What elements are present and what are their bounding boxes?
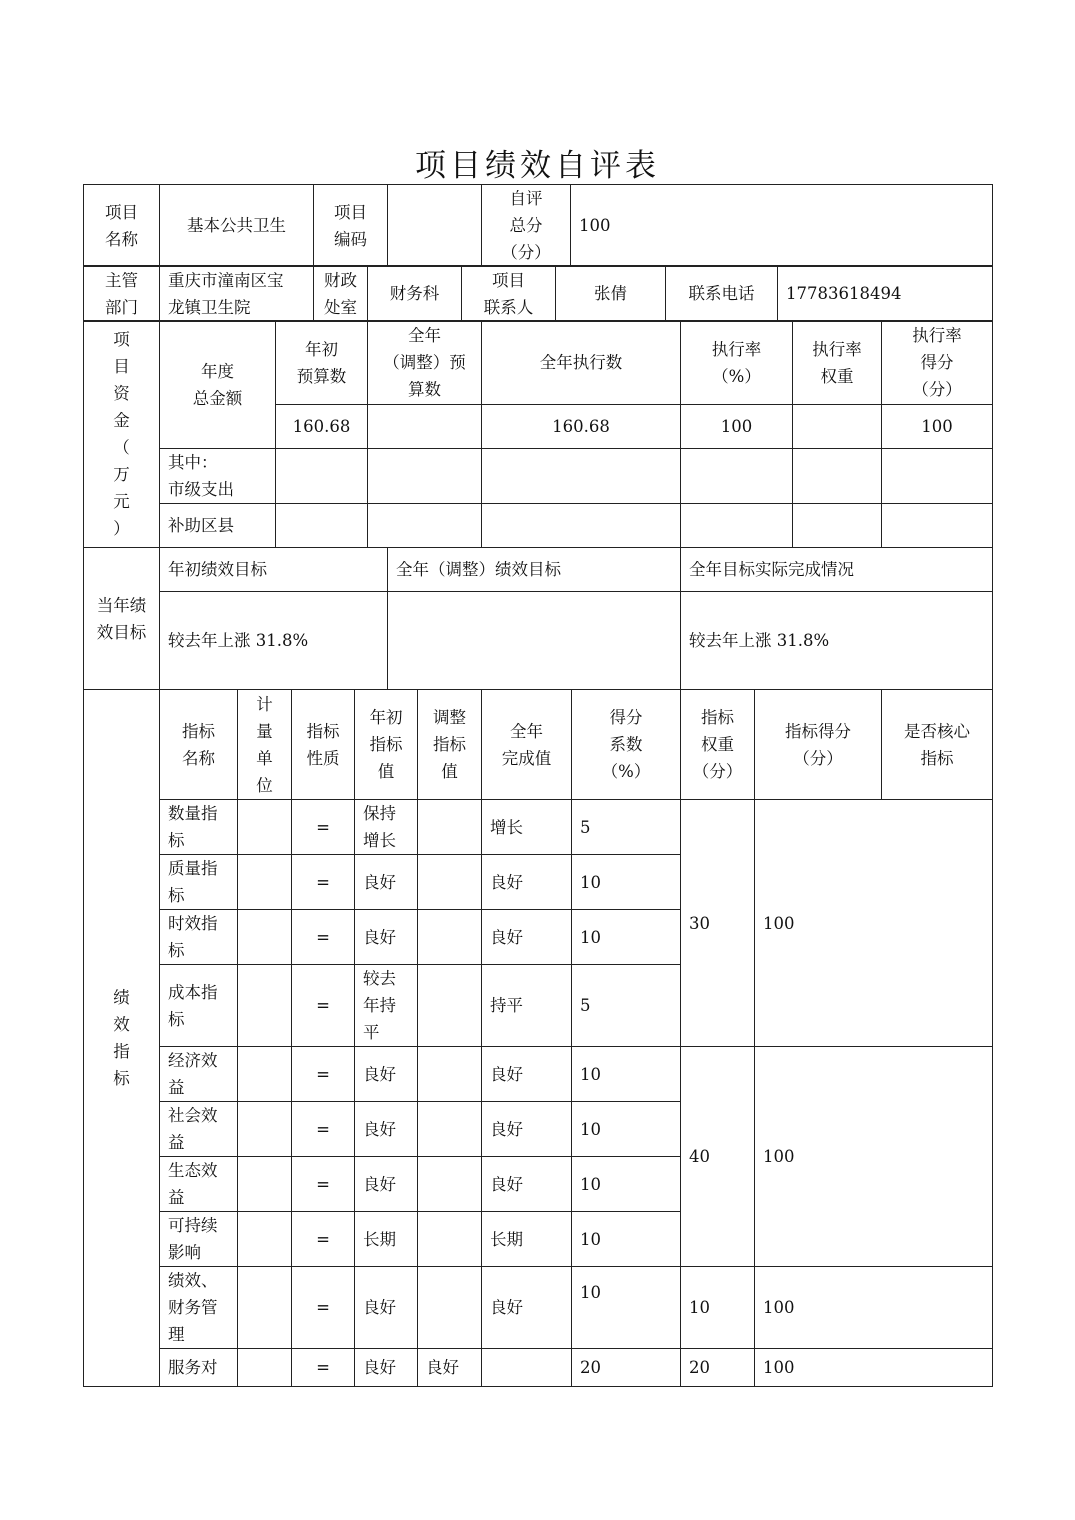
funds-cell bbox=[882, 449, 993, 504]
goals-section-label: 当年绩 效目标 bbox=[84, 548, 160, 690]
indicator-initial: 较去 年持 平 bbox=[355, 965, 418, 1047]
funds-cell bbox=[681, 449, 793, 504]
funds-cell: 100 bbox=[882, 405, 993, 449]
indicator-weight-row10: 20 bbox=[681, 1349, 755, 1387]
funds-cell: 100 bbox=[681, 405, 793, 449]
funds-header: 全年 （调整）预 算数 bbox=[368, 321, 482, 405]
indicator-name: 经济效 益 bbox=[160, 1047, 238, 1102]
indicator-score-row10: 100 bbox=[755, 1349, 993, 1387]
indicator-header: 指标 名称 bbox=[160, 690, 238, 800]
indicator-unit bbox=[238, 1157, 292, 1212]
indicator-score-group-a: 100 bbox=[755, 800, 993, 1047]
self-score-value: 100 bbox=[571, 185, 993, 267]
indicator-nature: = bbox=[292, 1349, 355, 1387]
page-title: 项目绩效自评表 bbox=[415, 148, 660, 184]
indicator-header: 指标 性质 bbox=[292, 690, 355, 800]
indicators-table bbox=[83, 689, 993, 1387]
indicator-name: 绩效、 财务管 理 bbox=[160, 1267, 238, 1349]
indicator-adjusted: 良好 bbox=[418, 1349, 482, 1387]
indicator-nature: = bbox=[292, 1157, 355, 1212]
initial-goal-value: 较去年上涨 31.8% bbox=[160, 592, 388, 690]
city-spend-label: 其中： 市级支出 bbox=[160, 449, 276, 504]
indicator-header: 是否核心 指标 bbox=[882, 690, 993, 800]
indicator-coef: 10 bbox=[572, 1212, 681, 1267]
indicator-initial: 长期 bbox=[355, 1212, 418, 1267]
funds-header: 执行率 得分 （分） bbox=[882, 321, 993, 405]
funds-cell bbox=[482, 449, 681, 504]
indicator-initial: 良好 bbox=[355, 1102, 418, 1157]
indicator-nature: = bbox=[292, 965, 355, 1047]
indicator-actual: 良好 bbox=[482, 1102, 572, 1157]
indicator-name: 时效指 标 bbox=[160, 910, 238, 965]
self-score-label: 自评 总分 （分） bbox=[482, 185, 571, 267]
indicator-unit bbox=[238, 1267, 292, 1349]
funds-cell bbox=[793, 449, 882, 504]
funds-cell: 160.68 bbox=[276, 405, 368, 449]
annual-total-label: 年度 总金额 bbox=[160, 321, 276, 449]
indicators-section-label: 绩 效 指 标 bbox=[84, 690, 160, 1387]
indicator-header: 指标得分 （分） bbox=[755, 690, 882, 800]
indicator-initial: 良好 bbox=[355, 910, 418, 965]
indicator-adjusted bbox=[418, 910, 482, 965]
funds-header: 执行率 （%） bbox=[681, 321, 793, 405]
indicator-header: 全年 完成值 bbox=[482, 690, 572, 800]
adjusted-goal-value bbox=[388, 592, 681, 690]
indicator-coef: 5 bbox=[572, 965, 681, 1047]
indicator-weight-group-b: 40 bbox=[681, 1047, 755, 1267]
finance-label: 财政 处室 bbox=[314, 266, 368, 322]
project-name-value: 基本公共卫生 bbox=[160, 185, 314, 267]
indicator-actual: 良好 bbox=[482, 855, 572, 910]
indicator-adjusted bbox=[418, 800, 482, 855]
project-code-label: 项目 编码 bbox=[314, 185, 388, 267]
indicator-coef: 5 bbox=[572, 800, 681, 855]
indicator-coef: 10 bbox=[572, 1102, 681, 1157]
indicator-coef: 10 bbox=[572, 1157, 681, 1212]
funds-header: 全年执行数 bbox=[482, 321, 681, 405]
actual-completion-label: 全年目标实际完成情况 bbox=[681, 548, 993, 592]
phone-label: 联系电话 bbox=[666, 266, 778, 322]
actual-completion-value: 较去年上涨 31.8% bbox=[681, 592, 993, 690]
indicator-actual: 持平 bbox=[482, 965, 572, 1047]
indicator-name: 社会效 益 bbox=[160, 1102, 238, 1157]
indicator-name: 生态效 益 bbox=[160, 1157, 238, 1212]
indicator-header: 调整 指标 值 bbox=[418, 690, 482, 800]
project-name-label: 项目 名称 bbox=[84, 185, 160, 267]
indicator-initial: 良好 bbox=[355, 855, 418, 910]
indicator-coef: 20 bbox=[572, 1349, 681, 1387]
goals-table bbox=[83, 547, 993, 690]
indicator-header: 得分 系数 （%） bbox=[572, 690, 681, 800]
indicator-unit bbox=[238, 965, 292, 1047]
indicator-nature: = bbox=[292, 910, 355, 965]
indicator-weight-group-a: 30 bbox=[681, 800, 755, 1047]
indicator-header: 指标 权重 （分） bbox=[681, 690, 755, 800]
indicator-nature: = bbox=[292, 1267, 355, 1349]
funds-header: 年初 预算数 bbox=[276, 321, 368, 405]
indicator-unit bbox=[238, 855, 292, 910]
indicator-actual: 良好 bbox=[482, 1157, 572, 1212]
contact-label: 项目 联系人 bbox=[462, 266, 556, 322]
indicator-unit bbox=[238, 1349, 292, 1387]
indicator-adjusted bbox=[418, 1047, 482, 1102]
dept-value: 重庆市潼南区宝 龙镇卫生院 bbox=[160, 266, 314, 322]
funds-cell: 160.68 bbox=[482, 405, 681, 449]
indicator-nature: = bbox=[292, 1212, 355, 1267]
indicator-name: 可持续 影响 bbox=[160, 1212, 238, 1267]
project-code-value bbox=[388, 185, 482, 267]
funds-cell bbox=[482, 504, 681, 548]
indicator-initial: 良好 bbox=[355, 1157, 418, 1212]
funds-cell bbox=[368, 449, 482, 504]
indicator-coef: 10 bbox=[572, 1047, 681, 1102]
indicator-name: 质量指 标 bbox=[160, 855, 238, 910]
funds-cell bbox=[368, 504, 482, 548]
finance-value: 财务科 bbox=[368, 266, 462, 322]
funds-cell bbox=[276, 504, 368, 548]
dept-info-table bbox=[83, 265, 993, 322]
indicator-initial: 良好 bbox=[355, 1349, 418, 1387]
indicator-actual: 增长 bbox=[482, 800, 572, 855]
funds-section-label: 项 目 资 金 （ 万 元 ） bbox=[84, 321, 160, 548]
indicator-score-row9: 100 bbox=[755, 1267, 993, 1349]
indicator-actual bbox=[482, 1349, 572, 1387]
indicator-header: 年初 指标 值 bbox=[355, 690, 418, 800]
indicator-coef: 10 bbox=[572, 910, 681, 965]
indicator-adjusted bbox=[418, 1102, 482, 1157]
indicator-adjusted bbox=[418, 855, 482, 910]
funds-table bbox=[83, 320, 993, 548]
indicator-nature: = bbox=[292, 855, 355, 910]
indicator-initial: 保持 增长 bbox=[355, 800, 418, 855]
indicator-initial: 良好 bbox=[355, 1047, 418, 1102]
indicator-unit bbox=[238, 1102, 292, 1157]
indicator-nature: = bbox=[292, 1102, 355, 1157]
indicator-coef: 10 bbox=[572, 855, 681, 910]
indicator-actual: 良好 bbox=[482, 1267, 572, 1349]
funds-cell bbox=[793, 504, 882, 548]
initial-goal-label: 年初绩效目标 bbox=[160, 548, 388, 592]
basic-info-table bbox=[83, 184, 993, 267]
funds-cell bbox=[882, 504, 993, 548]
indicator-coef: 10 bbox=[572, 1267, 681, 1349]
adjusted-goal-label: 全年（调整）绩效目标 bbox=[388, 548, 681, 592]
indicator-unit bbox=[238, 1212, 292, 1267]
indicator-adjusted bbox=[418, 965, 482, 1047]
funds-cell bbox=[276, 449, 368, 504]
indicator-actual: 长期 bbox=[482, 1212, 572, 1267]
indicator-adjusted bbox=[418, 1157, 482, 1212]
contact-value: 张倩 bbox=[556, 266, 666, 322]
indicator-initial: 良好 bbox=[355, 1267, 418, 1349]
indicator-adjusted bbox=[418, 1267, 482, 1349]
county-subsidy-label: 补助区县 bbox=[160, 504, 276, 548]
funds-header: 执行率 权重 bbox=[793, 321, 882, 405]
indicator-actual: 良好 bbox=[482, 1047, 572, 1102]
indicator-name: 成本指 标 bbox=[160, 965, 238, 1047]
indicator-name: 服务对 bbox=[160, 1349, 238, 1387]
indicator-unit bbox=[238, 800, 292, 855]
indicator-actual: 良好 bbox=[482, 910, 572, 965]
dept-label: 主管 部门 bbox=[84, 266, 160, 322]
funds-cell bbox=[793, 405, 882, 449]
indicator-adjusted bbox=[418, 1212, 482, 1267]
indicator-unit bbox=[238, 1047, 292, 1102]
indicator-weight-row9: 10 bbox=[681, 1267, 755, 1349]
indicator-name: 数量指 标 bbox=[160, 800, 238, 855]
funds-cell bbox=[681, 504, 793, 548]
indicator-unit bbox=[238, 910, 292, 965]
indicator-nature: = bbox=[292, 800, 355, 855]
indicator-score-group-b: 100 bbox=[755, 1047, 993, 1267]
indicator-header: 计 量 单 位 bbox=[238, 690, 292, 800]
indicator-nature: = bbox=[292, 1047, 355, 1102]
funds-cell bbox=[368, 405, 482, 449]
phone-value: 17783618494 bbox=[778, 266, 993, 322]
